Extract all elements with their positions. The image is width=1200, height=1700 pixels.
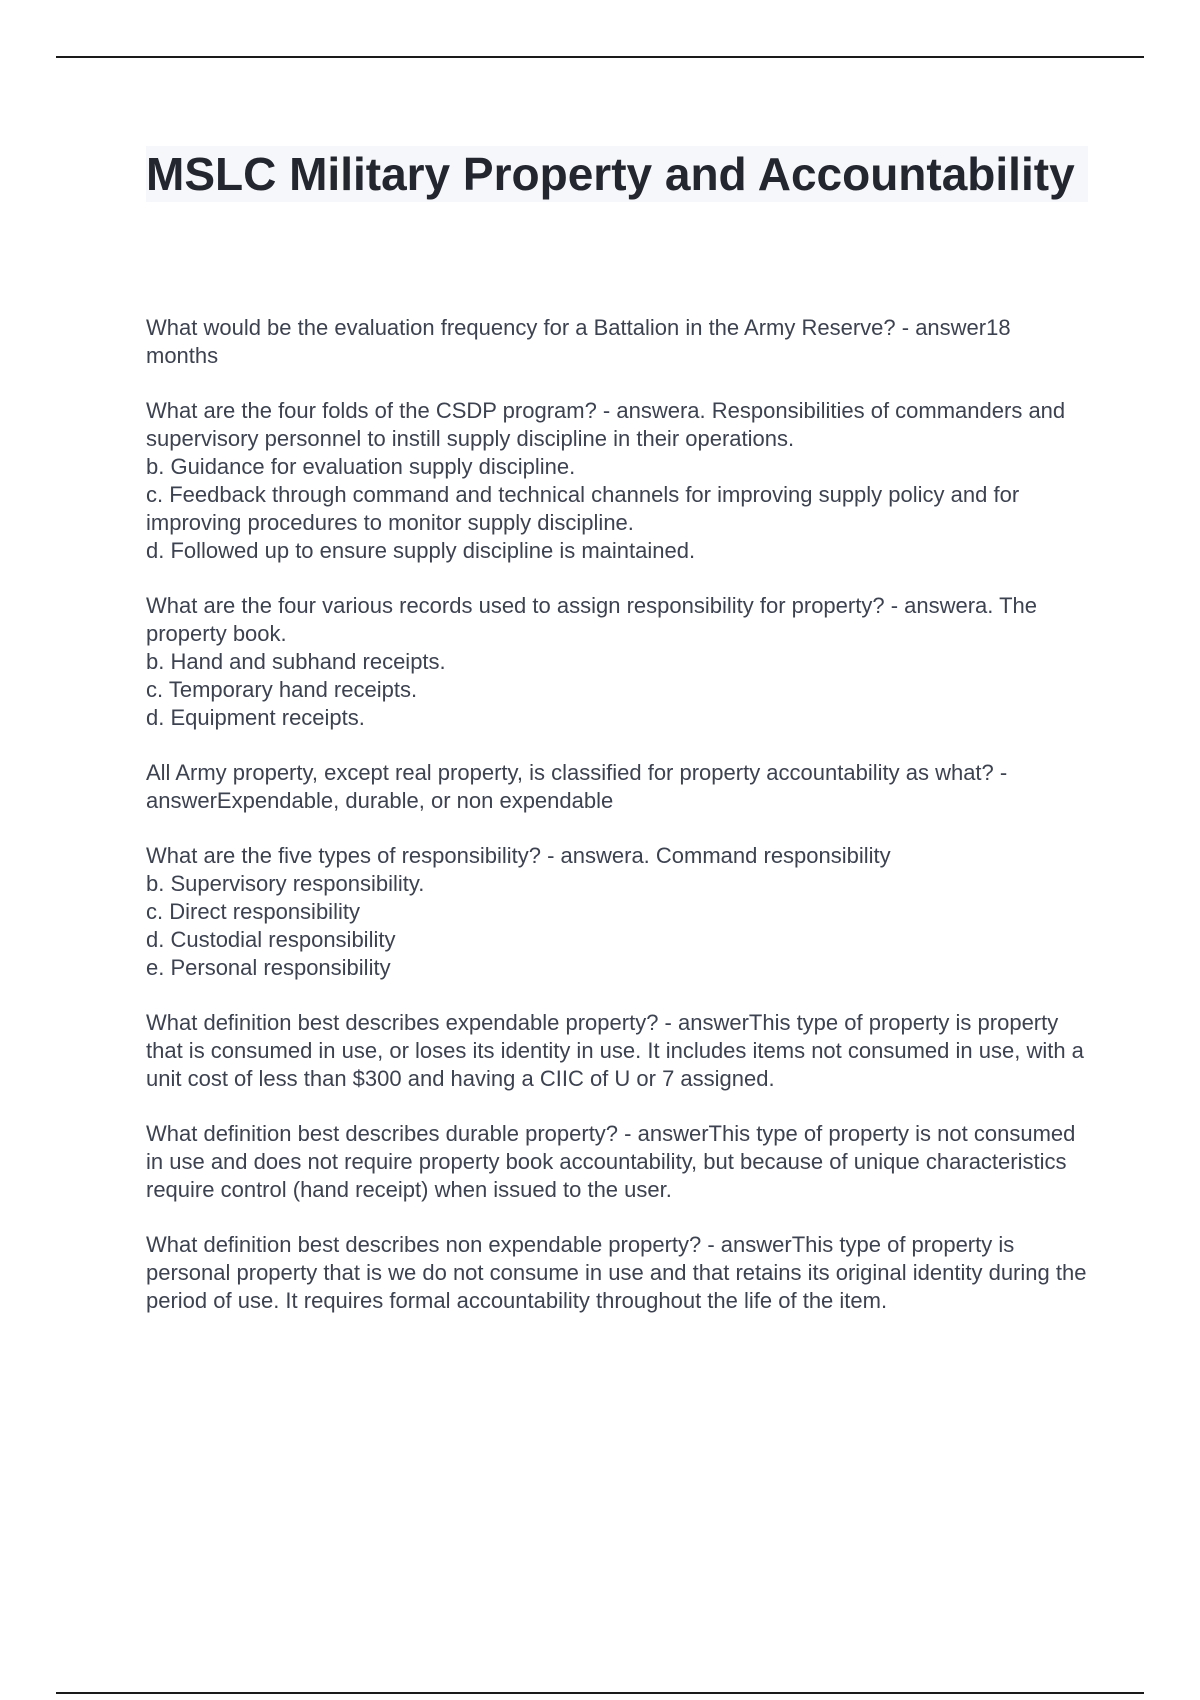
top-rule [56,56,1144,58]
qa-entry: What are the four folds of the CSDP program? - answera. Responsibilities of commanders and supervisory personnel to instill supply discipline in their operations. b. Guidance for evaluation supply discipline. c. Feedback through command and technical channels for improving supply policy and for improving procedures to monitor supply discipline. d. Followed up to ensure supply discipline is maintained. [146,398,1066,563]
document-title: MSLC Military Property and Accountability [146,146,1088,202]
qa-entry: What definition best describes durable property? - answerThis type of property is not consumed in use and does not require property book accountability, but because of unique characteristics require control (hand receipt) when issued to the user. [146,1121,1076,1202]
qa-entry: What are the four various records used to assign responsibility for property? - answera. The property book. b. Hand and subhand receipts. c. Temporary hand receipts. d. Equipment receipts. [146,593,1038,730]
qa-entry: What definition best describes non expendable property? - answerThis type of property is personal property that is we do not consume in use and that retains its original identity during the period of use. It requires formal accountability throughout the life of the item. [146,1232,1087,1313]
qa-entry: What definition best describes expendable property? - answerThis type of property is property that is consumed in use, or loses its identity in use. It includes items not consumed in use, with a unit cost of less than $300 and having a CIIC of U or 7 assigned. [146,1010,1084,1091]
bottom-rule [56,1692,1144,1694]
qa-entry: What are the five types of responsibility? - answera. Command responsibility b. Supervisory responsibility. c. Direct responsibility d. Custodial responsibility e. Personal responsibility [146,843,891,980]
qa-entry: What would be the evaluation frequency for a Battalion in the Army Reserve? - answer18 months [146,315,1011,368]
qa-list [146,314,1088,1315]
qa-entry: All Army property, except real property, is classified for property accountability as what? - answerExpendable, durable, or non expendable [146,760,1008,813]
document-body [146,146,1088,1342]
